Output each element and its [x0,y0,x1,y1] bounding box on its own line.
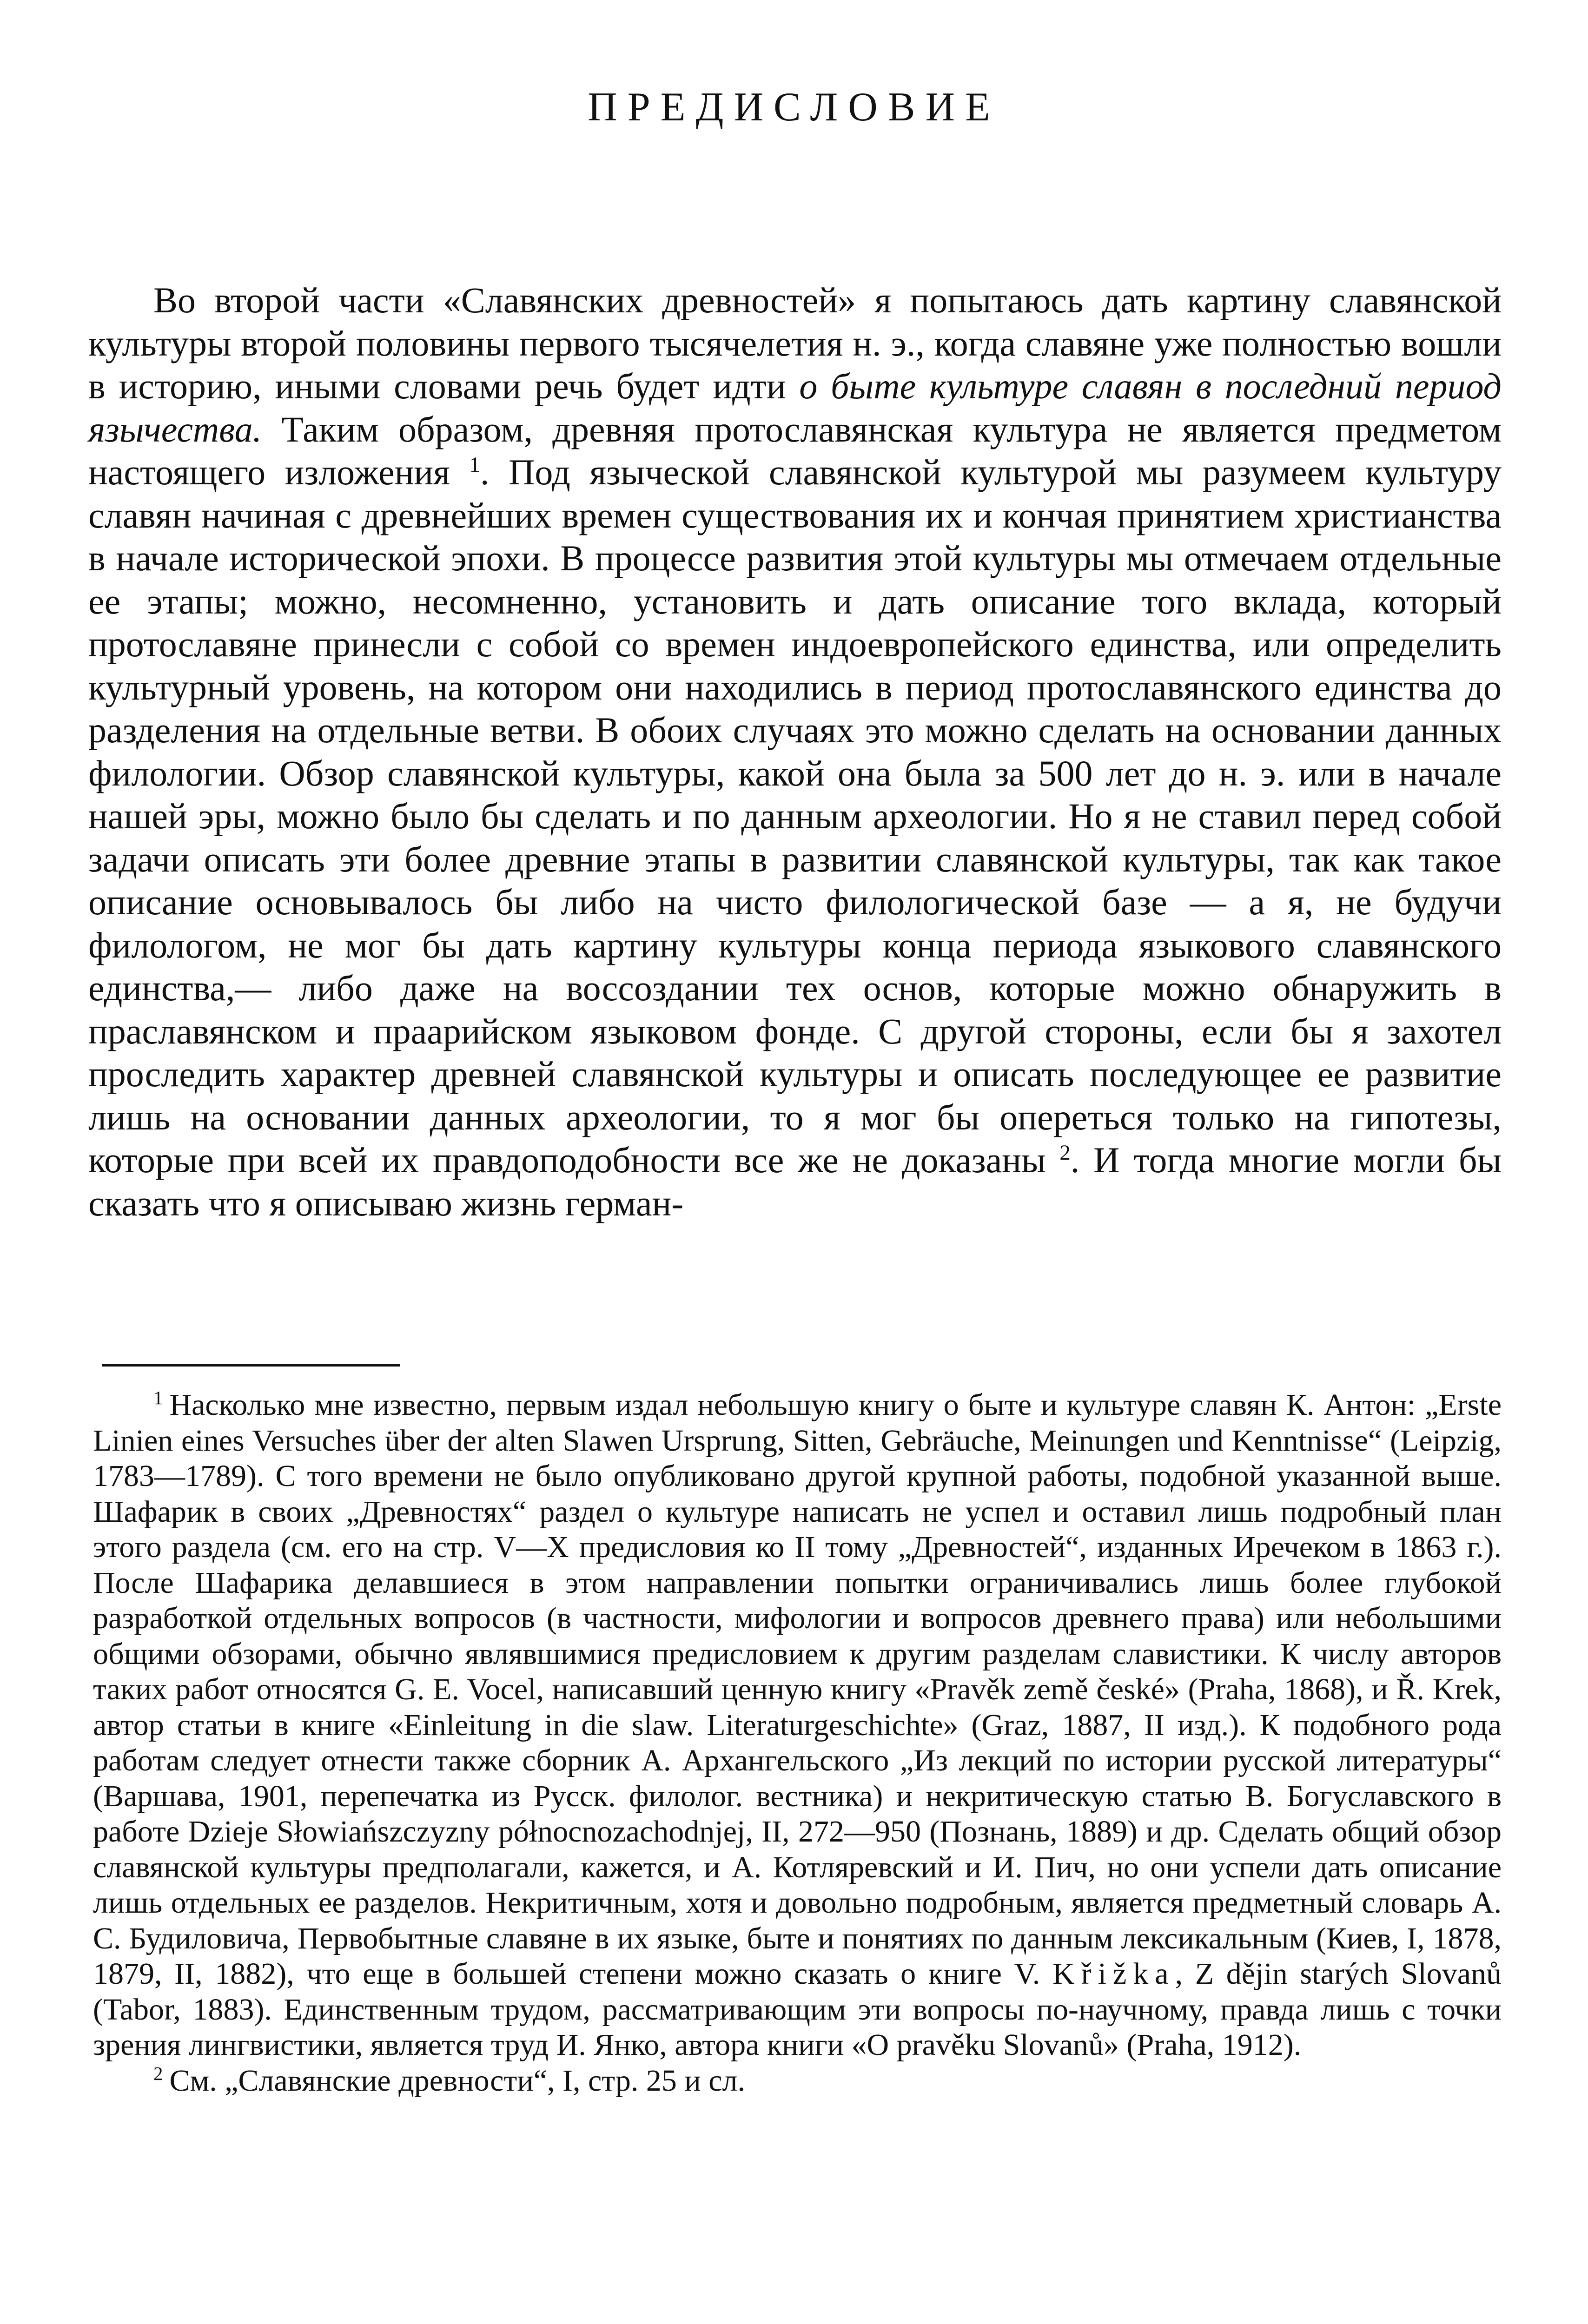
body-text-part-1: Во второй части «Славянских древностей» я попытаюсь дать картину славянской культуры второй половины первого тысячелетия н. э., когда славяне уже полностью вошли в историю, иными словами речь будет идти [88,280,1502,406]
footnote-1-mark: 1 [153,1387,163,1408]
body-italic-phrase: о быте культуре славян в последний период язычества. [88,366,1502,449]
footnotes [93,1387,1502,2099]
body-text-part-3: . Под языческой славянской культурой мы разумеем культуру славян начиная с древнейших времен существования их и кончая принятием христианства в начале исторической эпохи. В процессе развития этой культуры мы отмечаем отдельные ее этапы; можно, несомненно, установить и дать описание того вклада, который протославяне принесли с собой со времен индоевропейского единства, или определить культурный уровень, на котором они находились в период протославянского единства до разделения на отдельные ветви. В обоих случаях это можно сделать на основании данных филологии. Обзор славянской культуры, какой она была за 500 лет до н. э. или в начале нашей эры, можно было бы сделать и по данным археологии. Но я не ставил перед собой задачи описать эти более древние этапы в развитии славянской культуры, так как такое описание основывалось бы либо на чисто филологической базе — а я, не будучи филологом, не мог бы дать картину культуры конца периода языкового славянского единства,— либо даже на воссоздании тех основ, которые можно обнаружить в праславянском и праарийском языковом фонде. С другой стороны, если бы я захотел проследить характер древней славянской культуры и описать последующее ее развитие лишь на основании данных археологии, то я мог бы опереться только на гипотезы, которые при всей их правдоподобности все же не доказаны [88,452,1502,1180]
footnote-2-mark: 2 [153,2063,163,2084]
main-text [88,279,1502,1225]
footnote-1-spaced-name: Křižka [1052,1957,1175,1991]
footnote-2 [93,2063,1502,2099]
page-title: ПРЕДИСЛОВИЕ [588,85,1000,130]
footnote-1-text-b: , Z dějin starých Slovanů (Tabor, 1883). Единственным трудом, рассматривающим эти вопросы по-научному, правда лишь с точки зрения лингвистики, является труд И. Янко, автора книги «O pravěku Slovanů» (Praha, 1912). [93,1957,1502,2062]
body-text-part-4: . И тогда многие могли бы сказать что я описываю жизнь герман- [88,1140,1502,1223]
footnote-1 [93,1387,1502,2063]
body-text-part-2: Таким образом, древняя протославянская культура не является предметом настоящего изложения [88,409,1502,492]
footnote-divider [102,1364,400,1367]
body-paragraph [88,279,1502,1225]
footnote-ref-2: 2 [1059,1141,1071,1165]
footnote-2-text: См. „Славянские древности“, I, стр. 25 и сл. [169,2063,745,2098]
footnote-1-text-a: Насколько мне известно, первым издал небольшую книгу о быте и культуре славян К. Антон: „Erste Linien eines Versuches über der alten Slawen Ursprung, Sitten, Gebräuche, Meinungen und Kenntnisse“ (Leipzig, 1783—1789). С того времени не было опубликовано другой крупной работы, подобной указанной выше. Шафарик в своих „Древностях“ раздел о культуре написать не успел и оставил лишь подробный план этого раздела (см. его на стр. V—X предисловия ко II тому „Древностей“, изданных Иречеком в 1863 г.). После Шафарика делавшиеся в этом направлении попытки ограничивались лишь более глубокой разработкой отдельных вопросов (в частности, мифологии и вопросов древнего права) или небольшими общими обзорами, обычно являвшимися предисловием к другим разделам славистики. К числу авторов таких работ относятся G. E. Vocel, написавший ценную книгу «Pravěk země české» (Praha, 1868), и Ř. Krek, автор статьи в книге «Einleitung in die slaw. Literaturgeschichte» (Graz, 1887, II изд.). К подобного рода работам следует отнести также сборник А. Архангельского „Из лекций по истории русской литературы“ (Варшава, 1901, перепечатка из Русск. филолог. вестника) и некритическую статью В. Богуславского в работе Dzieje Słowiańszczyzny północnozachodnjej, II, 272—950 (Познань, 1889) и др. Сделать общий обзор славянской культуры предполагали, кажется, и А. Котляревский и И. Пич, но они успели дать описание лишь отдельных ее разделов. Некритичным, хотя и довольно подробным, является предметный словарь А. С. Будиловича, Первобытные славяне в их языке, быте и понятиях по данным лексикальным (Киев, I, 1878, 1879, II, 1882), что еще в большей степени можно сказать о книге V. [93,1388,1502,1991]
footnote-ref-1: 1 [469,453,480,477]
